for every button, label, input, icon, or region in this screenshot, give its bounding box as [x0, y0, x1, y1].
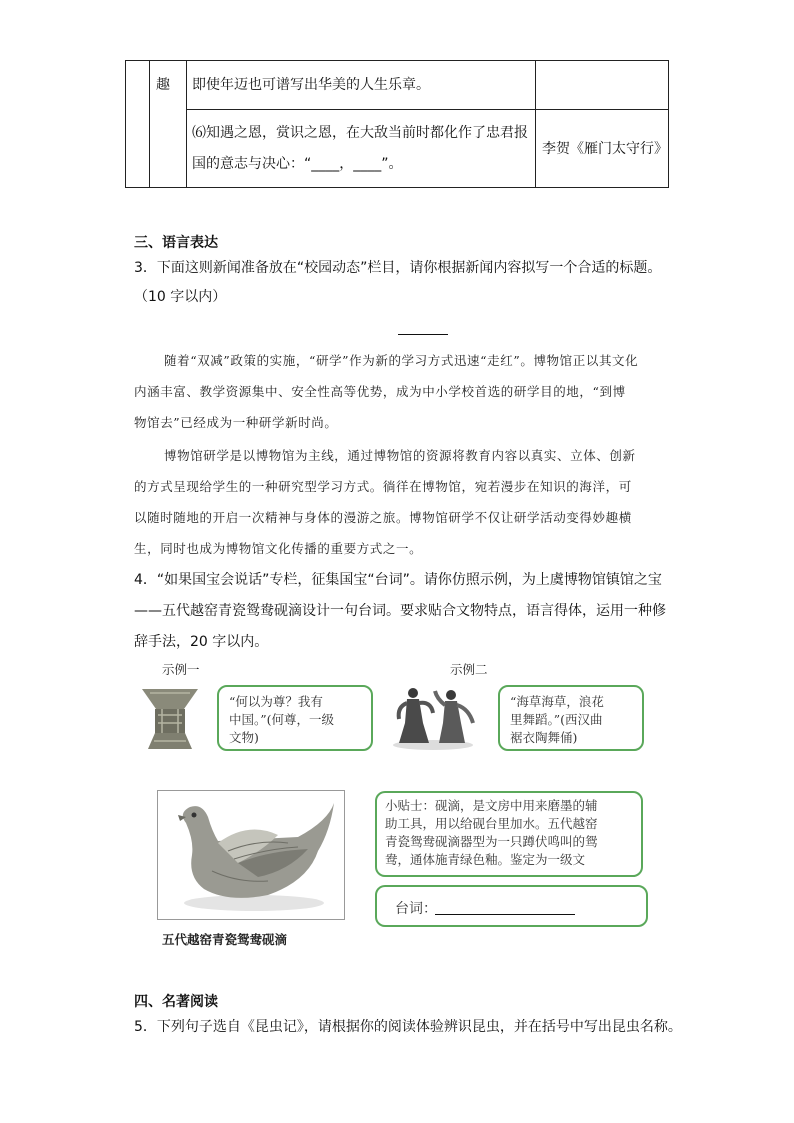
tip-line: 小贴士：砚滴，是文房中用来磨墨的辅	[385, 798, 598, 813]
question-3: 3．下面这则新闻准备放在“校园动态”栏目，请你根据新闻内容拟写一个合适的标题。	[134, 260, 662, 276]
quote-line: 里舞蹈。”(西汉曲	[510, 712, 603, 727]
news-line: 内涵丰富、教学资源集中、安全性高等优势，成为中小学校首选的研学目的地，“到博	[134, 384, 626, 399]
table-divider	[535, 61, 536, 187]
quote-line: 中国。”(何尊，一级	[229, 712, 335, 727]
question-4: 辞手法，20 字以内。	[134, 634, 269, 650]
example-2-quote	[498, 685, 644, 751]
table-row-divider	[186, 109, 668, 110]
question-3-limit: （10 字以内）	[134, 289, 227, 305]
dancing-figurine-image	[385, 683, 481, 751]
example-1-quote	[217, 685, 373, 751]
quote-line: 文物)	[229, 730, 259, 745]
example-1-label: 示例一	[162, 662, 200, 677]
question-4: 4．“如果国宝会说话”专栏，征集国宝“台词”。请你仿照示例，为上虞博物馆镇馆之宝	[134, 572, 662, 588]
tip-line: 青瓷鸳鸯砚滴器型为一只蹲伏鸣叫的鸳	[385, 834, 598, 849]
news-line: 物馆去”已经成为一种研学新时尚。	[134, 415, 338, 430]
answer-label: 台词：	[395, 901, 437, 917]
table-cell-text: 即使年迈也可谱写出华美的人生乐章。	[192, 77, 430, 93]
quote-line: “海草海草，浪花	[510, 694, 604, 709]
mandarin-duck-dropper-image	[157, 790, 345, 920]
question-4: ——五代越窑青瓷鸳鸯砚滴设计一句台词。要求贴合文物特点，语言得体，运用一种修	[134, 603, 666, 619]
news-line: 博物馆研学是以博物馆为主线，通过博物馆的资源将教育内容以真实、立体、创新	[164, 448, 636, 463]
section-heading: 三、语言表达	[134, 235, 218, 251]
news-line: 以随时随地的开启一次精神与身体的漫游之旅。博物馆研学不仅让研学活动变得妙趣横	[134, 510, 632, 525]
poetry-table	[125, 60, 669, 188]
he-zun-vessel-image	[138, 685, 202, 753]
quote-line: 裾衣陶舞俑)	[510, 730, 578, 745]
news-line: 的方式呈现给学生的一种研究型学习方式。徜徉在博物馆，宛若漫步在知识的海洋，可	[134, 479, 632, 494]
image-caption: 五代越窑青瓷鸳鸯砚滴	[162, 932, 288, 947]
tip-line: 助工具，用以给砚台里加水。五代越窑	[385, 816, 598, 831]
question-5: 5．下列句子选自《昆虫记》，请根据你的阅读体验辨识昆虫，并在括号中写出昆虫名称。	[134, 1019, 682, 1035]
table-divider	[149, 61, 150, 187]
news-line: 随着“双减”政策的实施，“研学”作为新的学习方式迅速“走红”。博物馆正以其文化	[164, 353, 639, 368]
table-divider	[186, 61, 187, 187]
table-row-label: 趣	[156, 77, 170, 93]
tip-line: 鸯，通体施青绿色釉。鉴定为一级文	[385, 852, 586, 867]
table-cell-source: 李贺《雁门太守行》	[542, 141, 668, 157]
answer-input-line[interactable]	[435, 914, 575, 915]
title-answer-blank[interactable]	[398, 334, 448, 335]
table-cell-text: 国的意志与决心：“____，____”。	[192, 156, 403, 172]
section-heading: 四、名著阅读	[134, 994, 218, 1010]
tip-box	[375, 791, 643, 877]
example-2-label: 示例二	[450, 662, 488, 677]
quote-line: “何以为尊？我有	[229, 694, 323, 709]
table-cell-text: ⑹知遇之恩，赏识之恩，在大敌当前时都化作了忠君报	[192, 125, 528, 141]
answer-box	[375, 885, 648, 927]
news-line: 生，同时也成为博物馆文化传播的重要方式之一。	[134, 541, 423, 556]
